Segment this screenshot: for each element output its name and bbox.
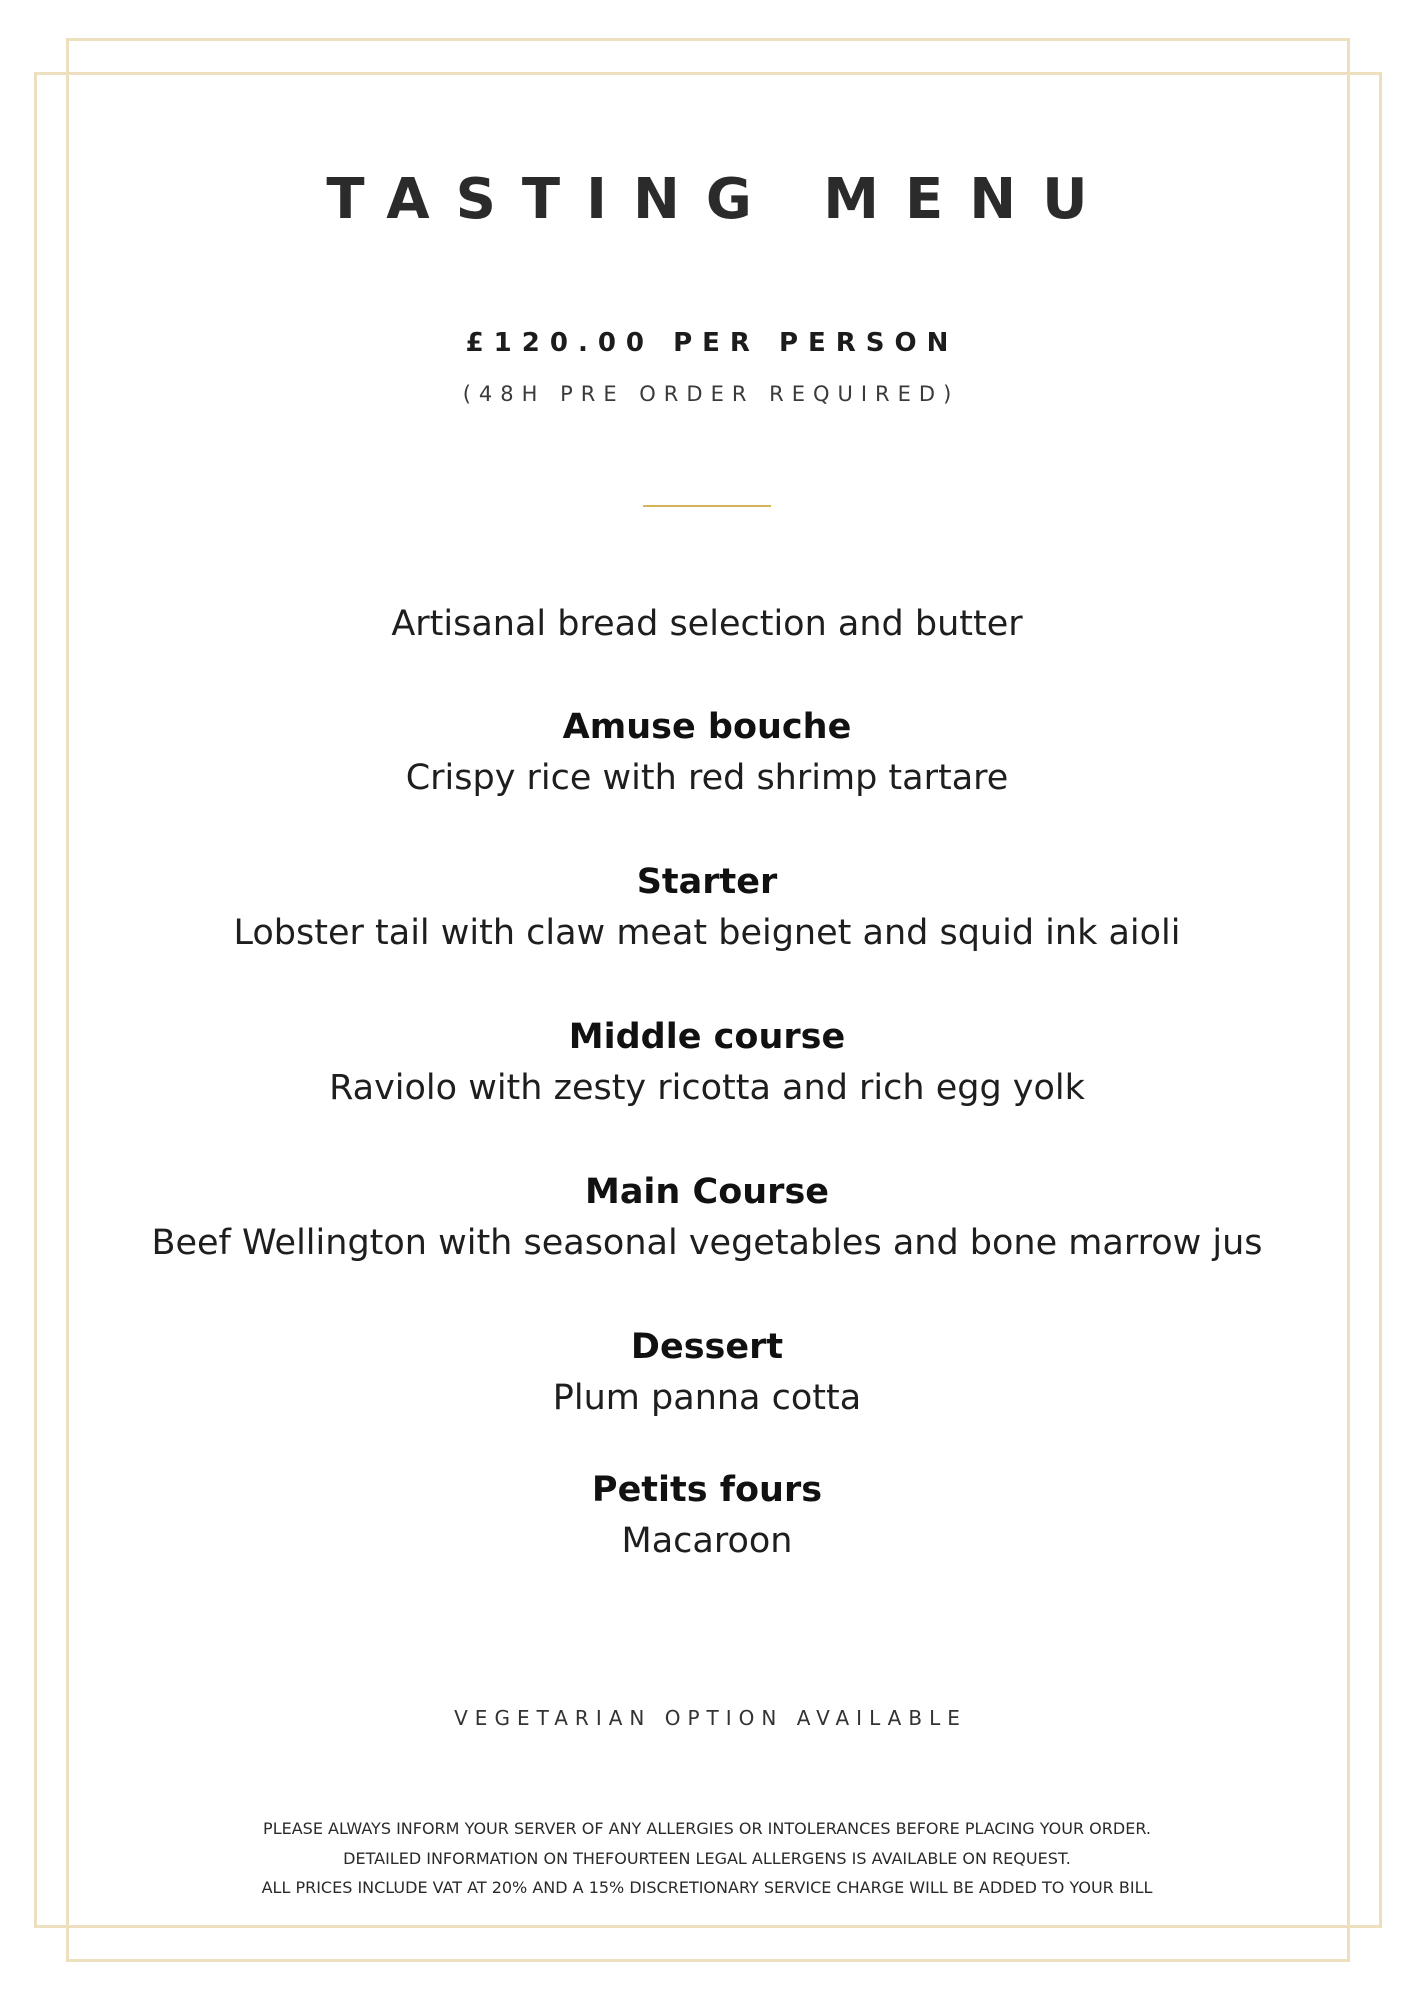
course-dish-main-course: Beef Wellington with seasonal vegetables and bone marrow jus: [151, 1223, 1263, 1263]
vegetarian-note: VEGETARIAN OPTION AVAILABLE: [454, 1706, 967, 1730]
course-title-dessert: Dessert: [630, 1327, 784, 1367]
course-dish-dessert: Plum panna cotta: [552, 1378, 862, 1418]
course-title-amuse-bouche: Amuse bouche: [562, 707, 852, 747]
course-title-main-course: Main Course: [584, 1172, 830, 1212]
preorder-note: (48H PRE ORDER REQUIRED): [462, 382, 960, 406]
course-title-middle-course: Middle course: [568, 1017, 846, 1057]
menu-price: £120.00 PER PERSON: [465, 328, 959, 358]
course-dish-petits-fours: Macaroon: [621, 1521, 793, 1561]
course-dish-amuse-bouche: Crispy rice with red shrimp tartare: [405, 758, 1009, 798]
menu-title: TASTING MENU: [326, 167, 1114, 232]
course-title-petits-fours: Petits fours: [591, 1470, 823, 1510]
allergen-info-notice: DETAILED INFORMATION ON THEFOURTEEN LEGAL ALLERGENS IS AVAILABLE ON REQUEST.: [343, 1849, 1071, 1868]
course-dish-starter: Lobster tail with claw meat beignet and squid ink aioli: [233, 913, 1181, 953]
gold-divider: [643, 505, 771, 507]
course-dish-middle-course: Raviolo with zesty ricotta and rich egg yolk: [329, 1068, 1085, 1108]
course-title-starter: Starter: [636, 862, 778, 902]
vat-service-notice: ALL PRICES INCLUDE VAT AT 20% AND A 15% DISCRETIONARY SERVICE CHARGE WILL BE ADDED TO YOUR BILL: [261, 1878, 1153, 1897]
allergy-notice: PLEASE ALWAYS INFORM YOUR SERVER OF ANY ALLERGIES OR INTOLERANCES BEFORE PLACING YOUR ORDER.: [263, 1819, 1151, 1838]
bread-item: Artisanal bread selection and butter: [391, 604, 1023, 644]
